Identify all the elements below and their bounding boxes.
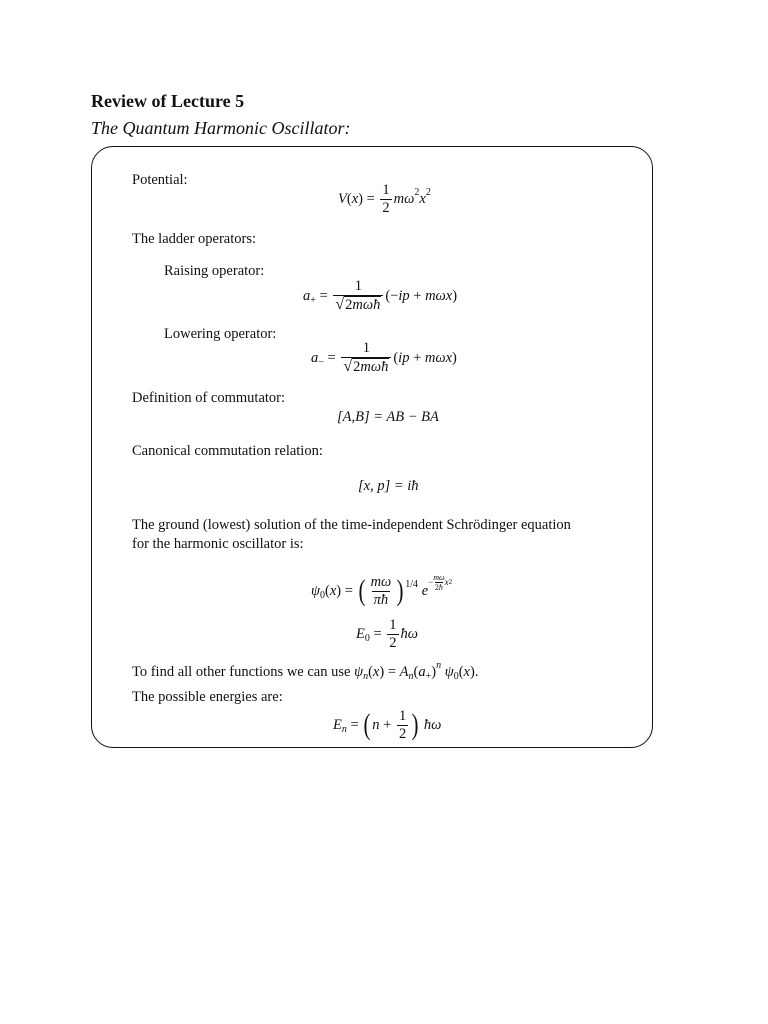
ground-energy-equation: E 0 = $\frac{1}{2}$ ħω	[356, 617, 419, 651]
ground-text-line1: The ground (lowest) solution of the time-independent Schrödinger equation	[132, 517, 571, 533]
energies-label: The possible energies are:	[132, 689, 283, 705]
ground-text-line2: for the harmonic oscillator is:	[132, 536, 304, 552]
lowering-label: Lowering operator:	[164, 326, 277, 342]
ground-wavefunction-equation: ψ 0 ( x ) = ( $\frac{m\omega}{\pi ħ}$ ) 1/4 e − $\frac{m\omega}{2ħ}$ x 2	[311, 572, 453, 608]
page-title: Review of Lecture 5	[91, 91, 245, 111]
ladder-label: The ladder operators:	[132, 231, 257, 247]
potential-equation: V ( x ) = $\frac{1}{2}$ mω 2 x 2	[338, 182, 431, 216]
lowering-equation: a − = 1 √ 2mωħ ( ip + mωx )	[311, 340, 457, 376]
ccr-label: Canonical commutation relation:	[132, 443, 323, 459]
other-functions-text: To find all other functions we can use	[132, 664, 351, 680]
potential-label: Potential:	[132, 172, 188, 188]
other-functions-line: To find all other functions we can use ψ n ( x ) = A n ( a + ) n ψ 0 ( x ).	[132, 660, 479, 682]
commutator-equation: [A,B] = AB − BA	[337, 409, 439, 425]
energy-levels-equation: E n = ( n + $\frac{1}{2}$ ) ħω	[333, 708, 442, 742]
ccr-equation: [x, p] = iħ	[358, 478, 419, 494]
commutator-label: Definition of commutator:	[132, 390, 286, 406]
page-subtitle: The Quantum Harmonic Oscillator:	[91, 118, 351, 138]
raising-equation: a + = 1 √ 2mωħ (− ip + mωx )	[303, 278, 458, 314]
raising-label: Raising operator:	[164, 263, 265, 279]
